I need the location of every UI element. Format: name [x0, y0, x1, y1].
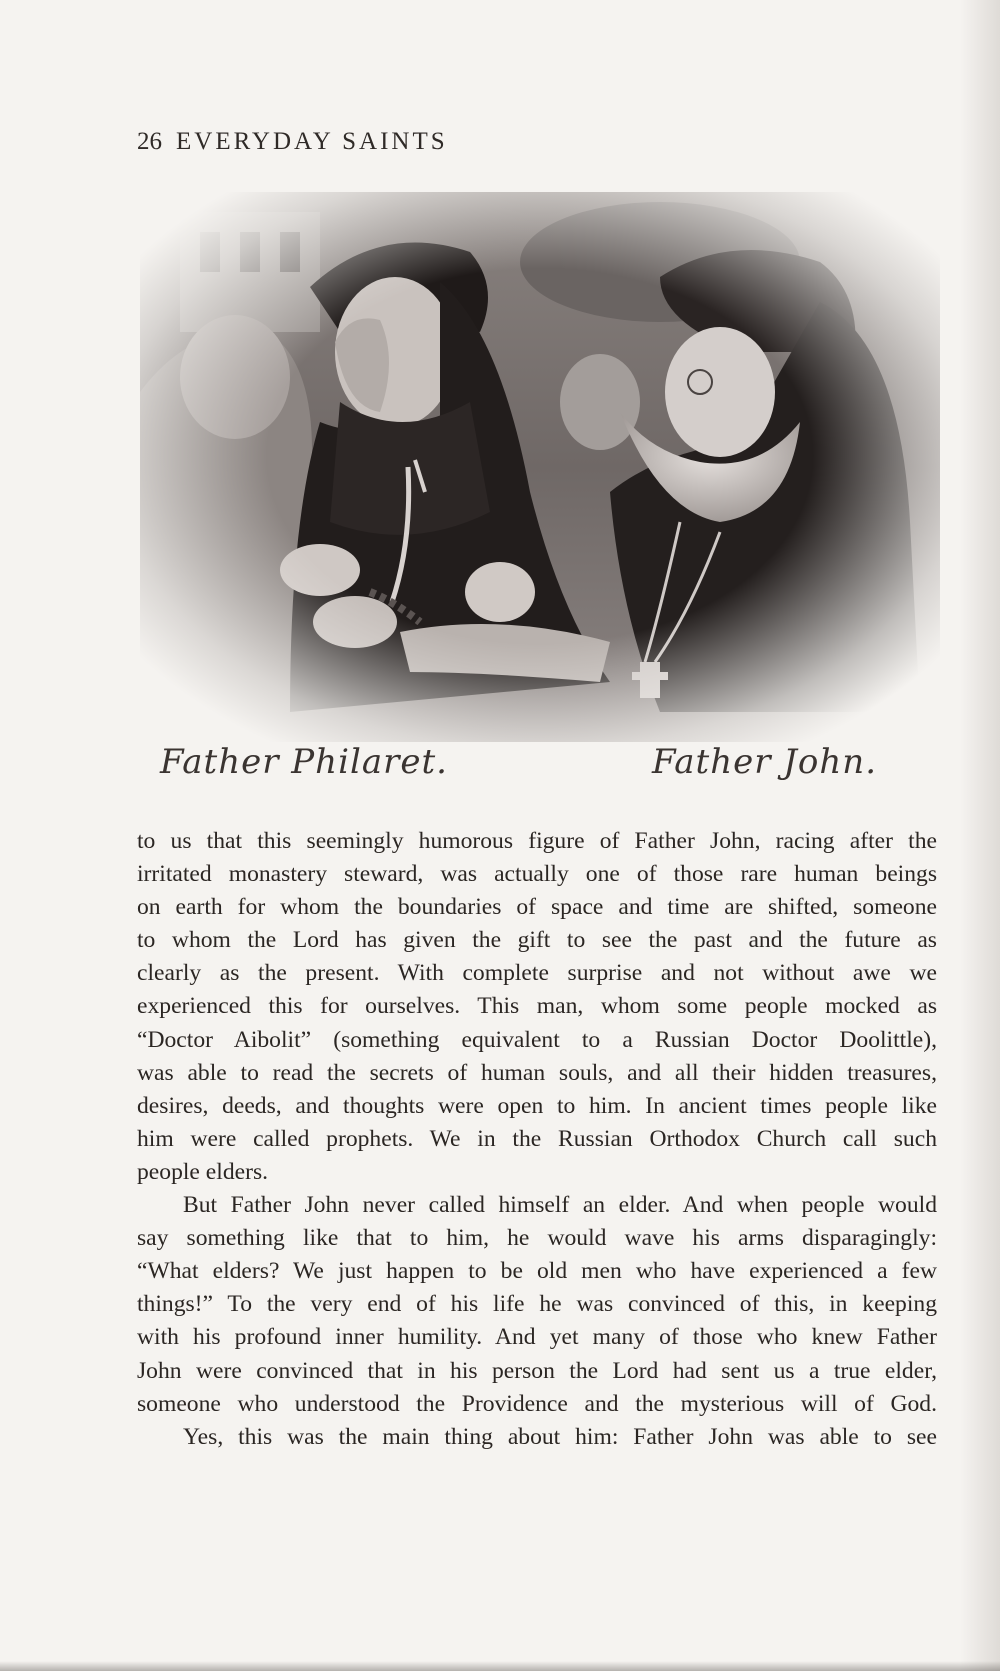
text-line: was able to read the secrets of human souls, and all their hidden treasures, — [137, 1059, 937, 1086]
text-line: John were convinced that in his person the Lord had sent us a true elder, — [137, 1357, 937, 1384]
body-text — [137, 825, 937, 1454]
text-line: clearly as the present. With complete surprise and not without awe we — [137, 960, 937, 987]
photograph-two-monks — [140, 192, 940, 742]
text-line: “What elders? We just happen to be old men who have experienced a few — [137, 1258, 937, 1285]
text-line: him were called prophets. We in the Russian Orthodox Church call such — [137, 1125, 937, 1152]
text-line: people elders. — [137, 1158, 269, 1185]
text-line: experienced this for ourselves. This man, whom some people mocked as — [137, 993, 937, 1020]
text-line: someone who understood the Providence and the mysterious will of God. — [137, 1390, 937, 1417]
page-number: 26 — [137, 128, 162, 155]
text-line: But Father John never called himself an elder. And when people would — [183, 1192, 937, 1219]
text-line: Yes, this was the main thing about him: Father John was able to see — [183, 1423, 937, 1450]
book-title: EVERYDAY SAINTS — [176, 128, 448, 155]
text-line: things!” To the very end of his life he was convinced of this, in keeping — [137, 1291, 937, 1318]
photo-caption-father-john: Father John. — [652, 742, 877, 782]
page-bottom-edge — [0, 1661, 1000, 1671]
text-line: “Doctor Aibolit” (something equivalent to a Russian Doctor Doolittle), — [137, 1026, 937, 1053]
text-line: to us that this seemingly humorous figure of Father John, racing after the — [137, 828, 937, 854]
photo-caption-father-philaret: Father Philaret. — [160, 742, 448, 782]
text-line: with his profound inner humility. And yet many of those who knew Father — [137, 1324, 937, 1351]
text-line: say something like that to him, he would wave his arms disparagingly: — [137, 1225, 937, 1252]
running-head — [137, 128, 448, 156]
text-line: on earth for whom the boundaries of space and time are shifted, someone — [137, 894, 937, 921]
text-line: irritated monastery steward, was actually one of those rare human beings — [137, 861, 937, 888]
page-gutter-shadow — [960, 0, 1000, 1671]
text-line: desires, deeds, and thoughts were open to him. In ancient times people like — [137, 1092, 937, 1119]
text-line: to whom the Lord has given the gift to see the past and the future as — [137, 927, 937, 954]
